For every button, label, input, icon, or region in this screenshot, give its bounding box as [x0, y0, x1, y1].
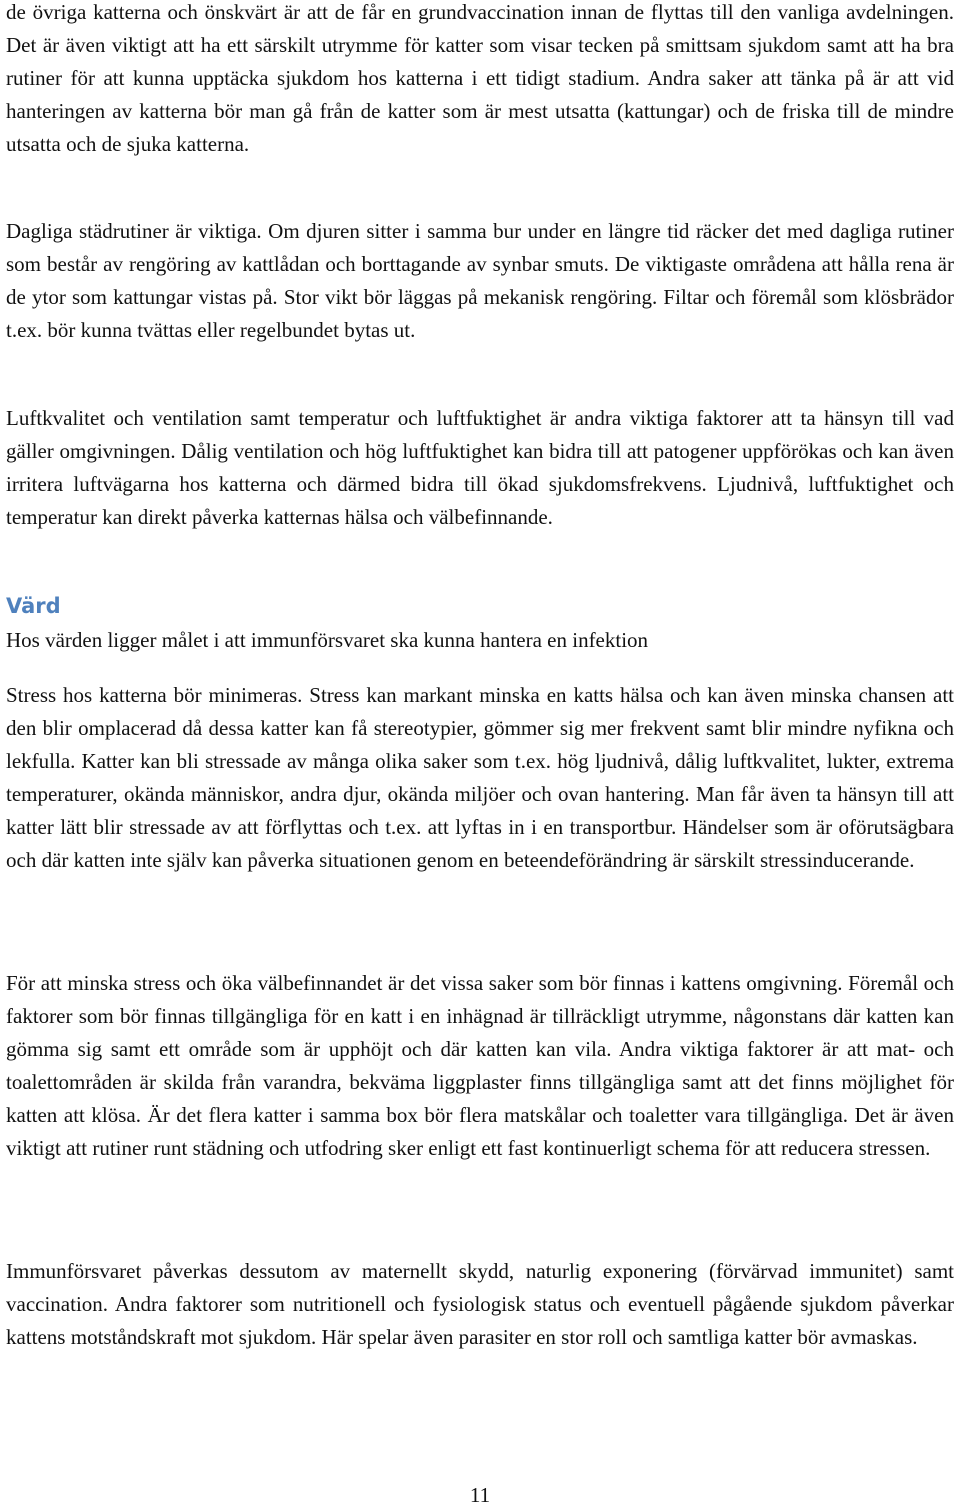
paragraph-cleaning-routines: Dagliga städrutiner är viktiga. Om djuren sitter i samma bur under en längre tid räcker det med dagliga rutiner som består av rengöring av kattlådan och borttagande av synbar smuts. De viktigaste områdena att hålla rena är de ytor som kattungar vistas på. Stor vikt bör läggas på mekanisk rengöring. Filtar och föremål som klösbrädor t.ex. bör kunna tvättas eller regelbundet bytas ut.	[6, 219, 954, 342]
page-number: 11	[469, 1483, 491, 1507]
paragraph-vaccination-routines: de övriga katterna och önskvärt är att de får en grundvaccination innan de flyttas till den vanliga avdelningen. Det är även viktigt att ha ett särskilt utrymme för katter som visar tecken på smittsam sjukdom samt att ha bra rutiner för att kunna upptäcka sjukdom hos katterna i ett tidigt stadium. Andra saker att tänka på är att vid hanteringen av katterna bör man gå från de katter som är mest utsatta (kattungar) och de friska till de mindre utsatta och de sjuka katterna.	[6, 0, 954, 156]
paragraph-air-quality: Luftkvalitet och ventilation samt temperatur och luftfuktighet är andra viktiga faktorer att ta hänsyn till vad gäller omgivningen. Dålig ventilation och hög luftfuktighet kan bidra till att patogener uppförökas och kan även irritera luftvägarna hos katterna och därmed bidra till ökad sjukdomsfrekvens. Ljudnivå, luftfuktighet och temperatur kan direkt påverka katternas hälsa och välbefinnande.	[6, 406, 954, 529]
paragraph-stress: Stress hos katterna bör minimeras. Stress kan markant minska en katts hälsa och kan även minska chansen att den blir omplacerad då dessa katter kan få stereotypier, gömmer sig mer frekvent samt blir mindre nyfikna och lekfulla. Katter kan bli stressade av många olika saker som t.ex. hög ljudnivå, dålig luftkvalitet, lukter, extrema temperaturer, okända människor, andra djur, okända miljöer och ovan hantering. Man får även ta hänsyn till att katter lätt blir stressade av att förflyttas och t.ex. att lyftas in i en transportbur. Händelser som är oförutsägbara och där katten inte själv kan påverka situationen genom en beteendeförändring är särskilt stressinducerande.	[6, 683, 954, 872]
section-heading-vard: Värd	[6, 594, 61, 618]
paragraph-reduce-stress: För att minska stress och öka välbefinnandet är det vissa saker som bör finnas i kattens omgivning. Föremål och faktorer som bör finnas tillgängliga för en katt i en inhägnad är tillräckligt utrymme, någonstans där katten kan gömma sig samt ett område som är upphöjt och där katten kan vila. Andra viktiga faktorer är att mat- och toalettområden är skilda från varandra, bekväma liggplaster finns tillgängliga samt att det finns möjlighet för katten att klösa. Är det flera katter i samma box bör flera matskålar och toaletter vara tillgängliga. Det är även viktigt att rutiner runt städning och utfodring sker enligt ett fast kontinuerligt schema för att reducera stressen.	[6, 971, 954, 1160]
paragraph-host-goal: Hos värden ligger målet i att immunförsvaret ska kunna hantera en infektion	[6, 628, 649, 652]
paragraph-immune-system: Immunförsvaret påverkas dessutom av maternellt skydd, naturlig exponering (förvärvad immunitet) samt vaccination. Andra faktorer som nutritionell och fysiologisk status och eventuell pågående sjukdom påverkar kattens motståndskraft mot sjukdom. Här spelar även parasiter en stor roll och samtliga katter bör avmaskas.	[6, 1259, 954, 1349]
